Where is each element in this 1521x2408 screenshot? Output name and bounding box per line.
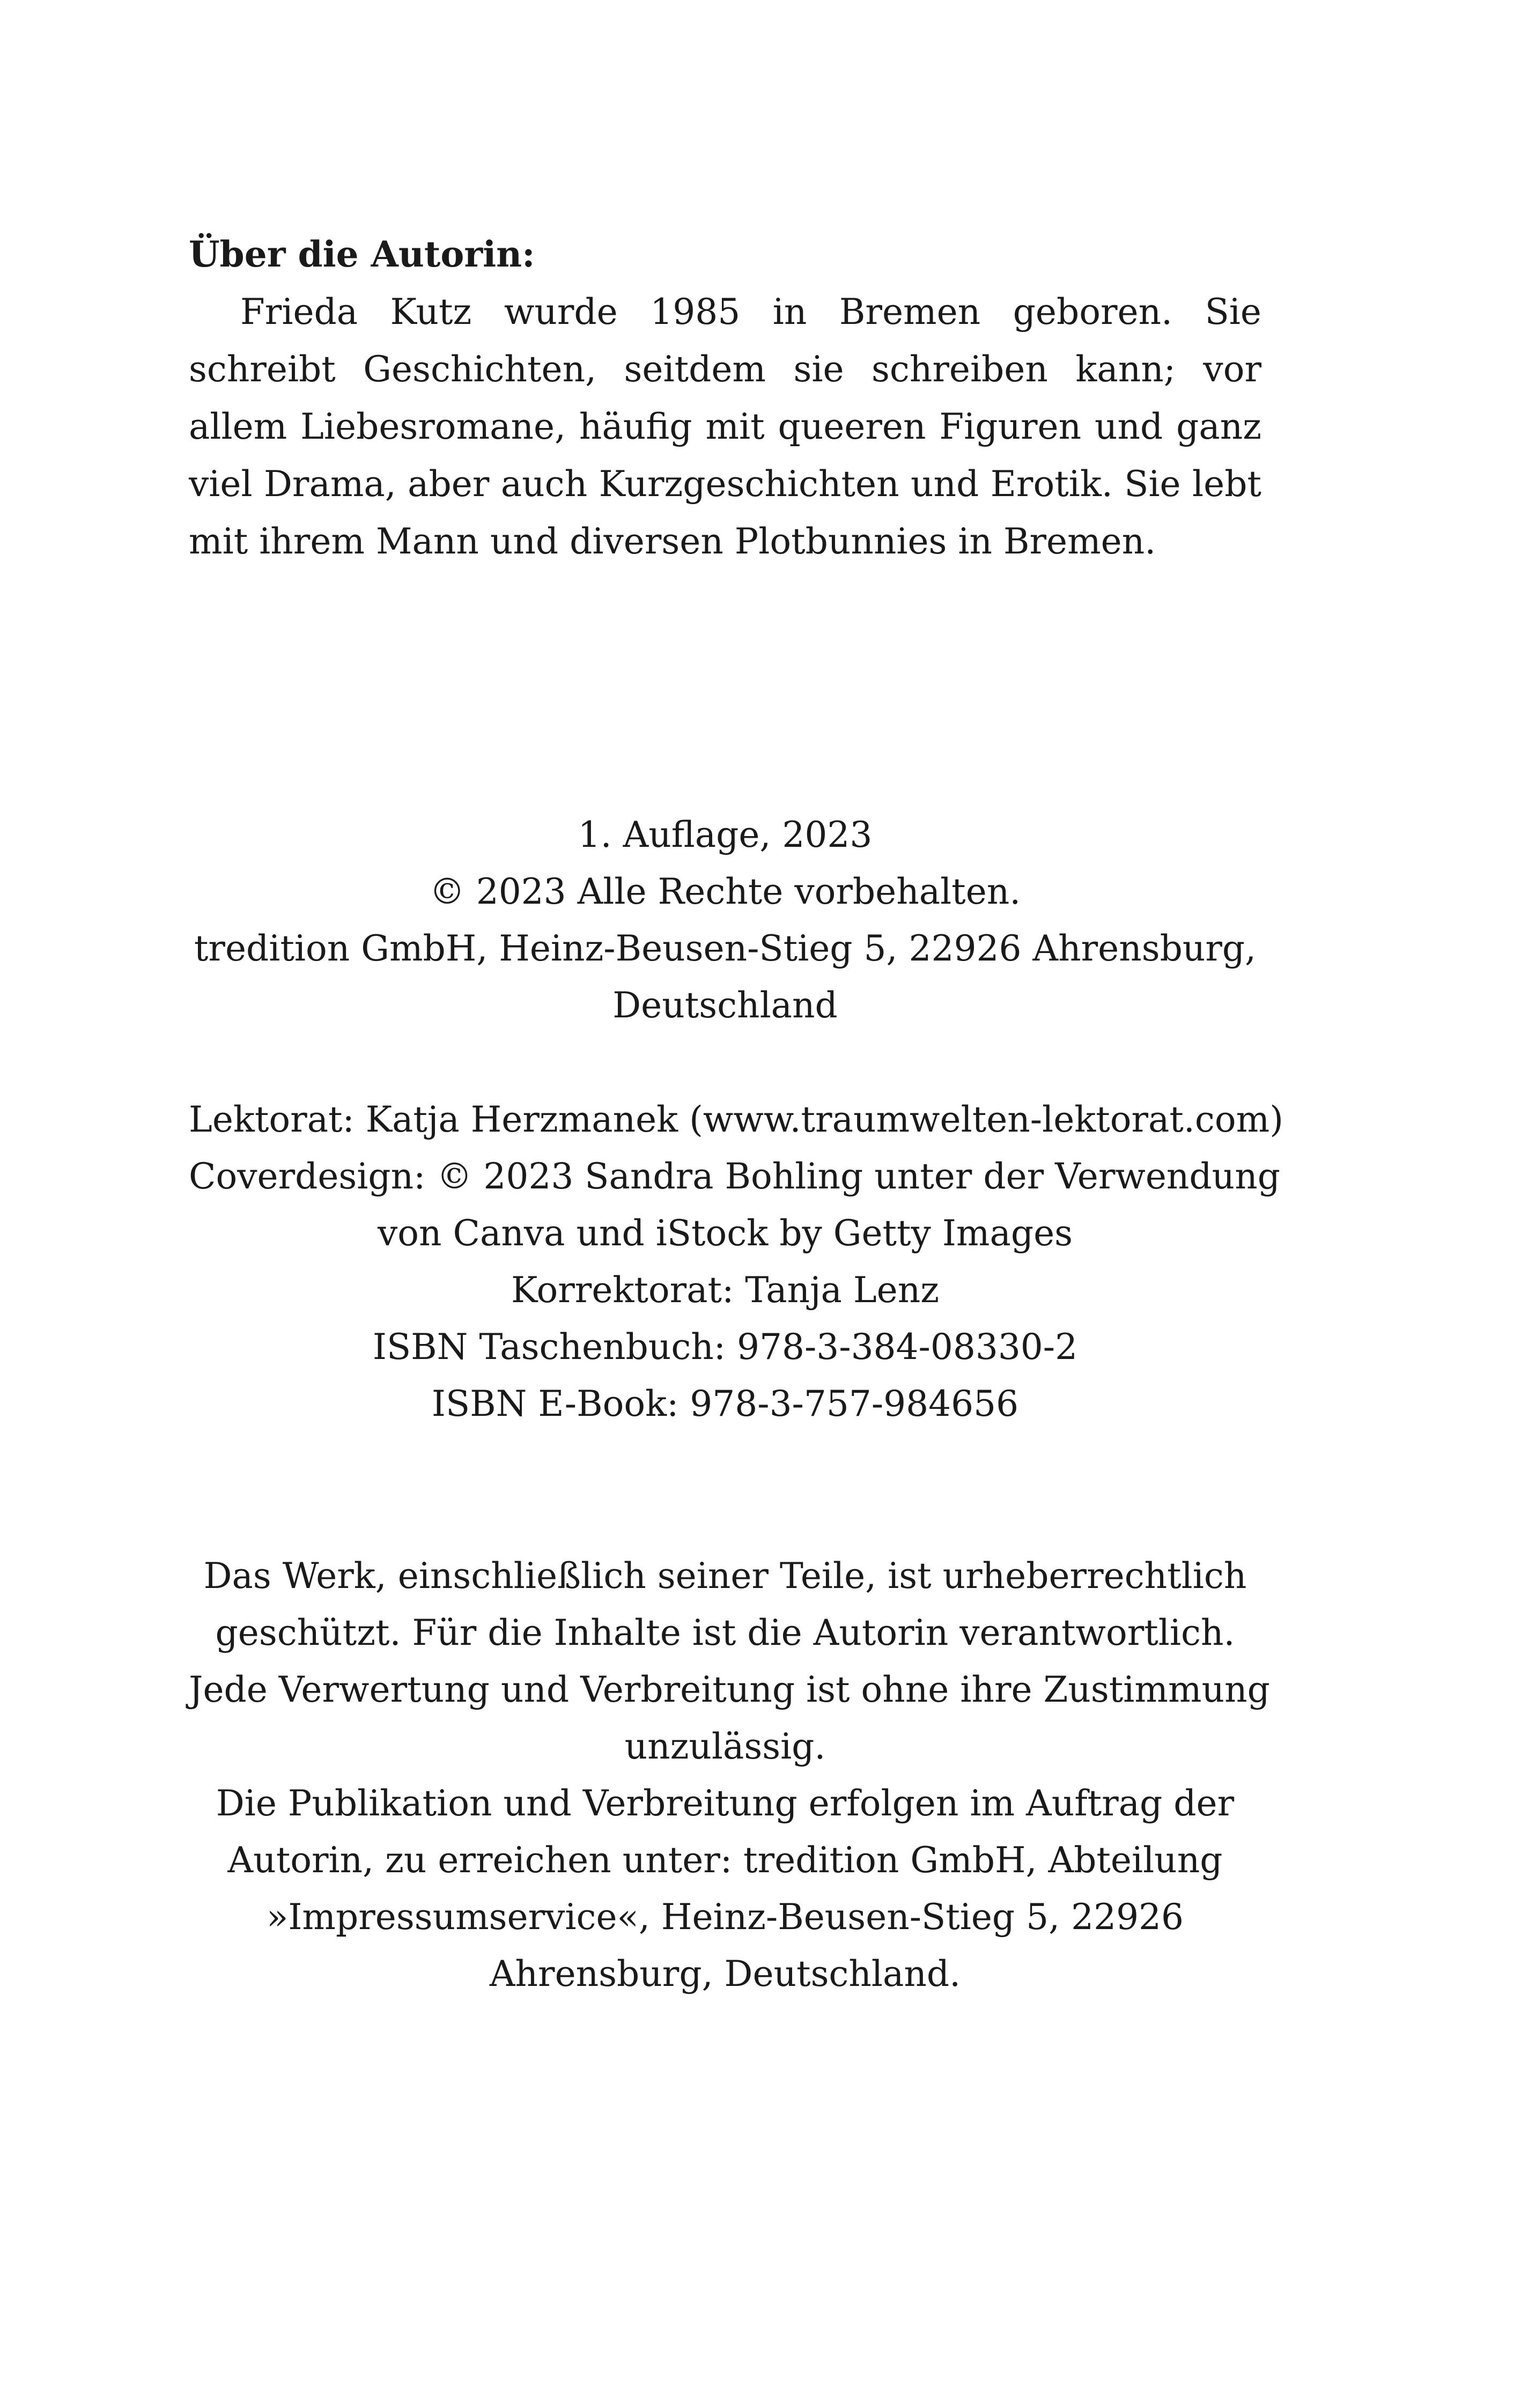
cover-design-credit: Coverdesign: © 2023 Sandra Bohling unter der Verwendung (189, 1156, 1280, 1197)
isbn-paperback: ISBN Taschenbuch: 978-3-384-08330-2 (372, 1326, 1078, 1368)
copyright-line: © 2023 Alle Rechte vorbehalten. (429, 871, 1021, 912)
cover-design-credit-continued: von Canva und iStock by Getty Images (377, 1213, 1073, 1254)
publisher-country-line: Deutschland (612, 985, 838, 1026)
publication-line: »Impressumservice«, Heinz-Beusen-Stieg 5, 22926 (266, 1896, 1184, 1938)
rights-line: unzulässig. (624, 1726, 826, 1767)
about-author-heading: Über die Autorin: (189, 233, 535, 275)
credits-section (189, 1091, 1283, 1432)
publication-line: Ahrensburg, Deutschland. (489, 1953, 961, 1995)
publication-line: Die Publikation und Verbreitung erfolgen im Auftrag der (216, 1783, 1235, 1824)
edition-section (189, 807, 1261, 1034)
edition-line: 1. Auflage, 2023 (578, 814, 873, 855)
publication-line: Autorin, zu erreichen unter: tredition GmbH, Abteilung (227, 1840, 1223, 1881)
editor-credit: Lektorat: Katja Herzmanek (www.traumwelten-lektorat.com) (189, 1099, 1283, 1140)
rights-notice-section (189, 1548, 1270, 2003)
isbn-ebook: ISBN E-Book: 978-3-757-984656 (431, 1383, 1019, 1424)
about-author-section (189, 225, 1261, 570)
about-author-text: Frieda Kutz wurde 1985 in Bremen geboren. Sie schreibt Geschichten, seitdem sie schreiben kann; vor allem Liebesromane, häufig mit queeren Figuren und ganz viel Drama, aber auch Kurzgeschichten und Erotik. Sie lebt mit ihrem Mann und diversen Plotbunnies in Bremen. (189, 291, 1261, 562)
rights-line: Jede Verwertung und Verbreitung ist ohne ihre Zustimmung (189, 1669, 1270, 1710)
proofreading-credit: Korrektorat: Tanja Lenz (511, 1269, 940, 1311)
rights-line: geschützt. Für die Inhalte ist die Autorin verantwortlich. (215, 1612, 1235, 1653)
rights-line: Das Werk, einschließlich seiner Teile, ist urheberrechtlich (203, 1555, 1247, 1597)
publisher-address-line: tredition GmbH, Heinz-Beusen-Stieg 5, 22926 Ahrensburg, (194, 928, 1257, 969)
